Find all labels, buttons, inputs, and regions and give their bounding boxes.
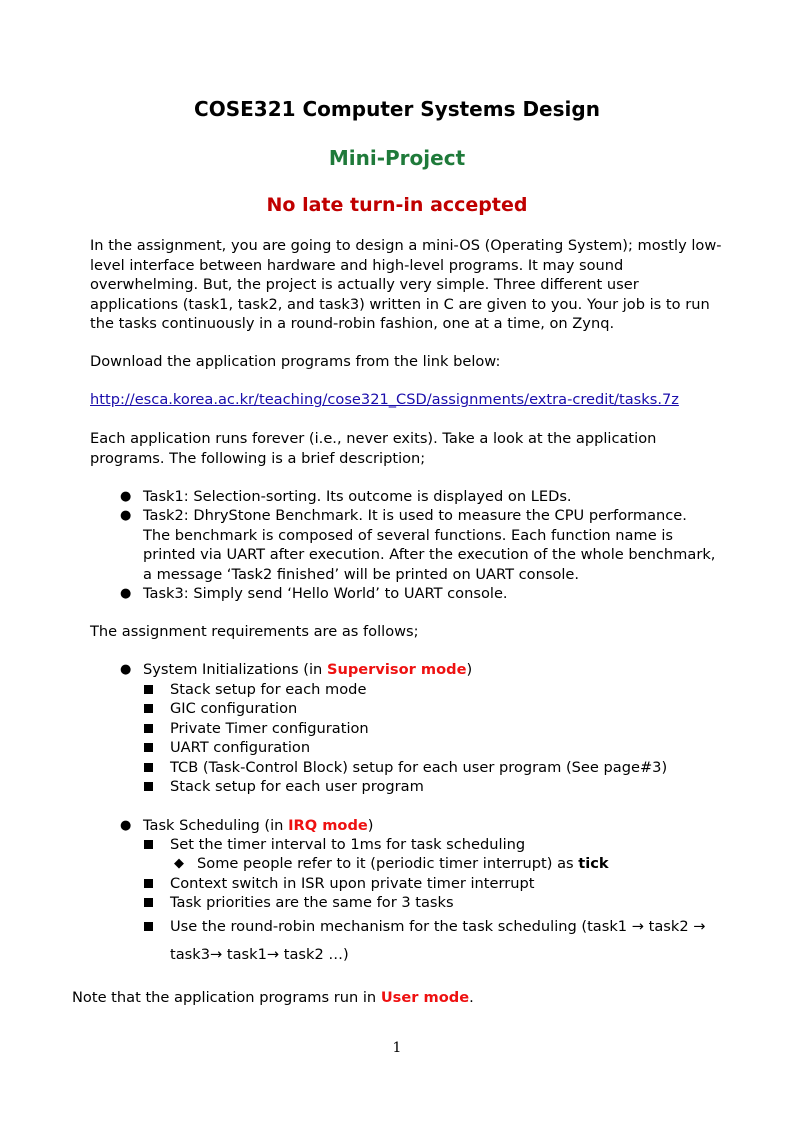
late-notice: No late turn-in accepted <box>266 194 528 216</box>
round-robin-line2: task3→ task1→ task2 …) <box>170 946 349 963</box>
sysinit-suffix: ) <box>466 661 473 678</box>
bullet-square-icon <box>144 898 153 907</box>
sched-item-text: Context switch in ISR upon private timer interrupt <box>170 875 535 892</box>
sched-item-text: Set the timer interval to 1ms for task scheduling <box>170 836 526 853</box>
bullet-dot-icon: ● <box>120 586 132 601</box>
sysinit-item-text: Private Timer configuration <box>170 720 369 737</box>
sched-suffix: ) <box>367 817 374 834</box>
intro-paragraph: In the assignment, you are going to design a mini-OS (Operating System); mostly low-level interface between hardware and high-level programs. It may sound overwhelming. But, the project is actually very simple. Three different user applications (task1, task2, and task3) written in C are given to you. Your job is to run the tasks continuously in a round-robin fashion, one at a time, on Zynq. <box>90 237 722 332</box>
bullet-square-icon <box>144 724 153 733</box>
bullet-square-icon <box>144 879 153 888</box>
sysinit-item-text: Stack setup for each mode <box>170 681 367 698</box>
bullet-diamond-icon: ◆ <box>174 856 184 871</box>
irq-mode-label: IRQ mode <box>288 817 368 834</box>
supervisor-mode-label: Supervisor mode <box>326 661 467 678</box>
bullet-square-icon <box>144 743 153 752</box>
task-text: Task2: DhryStone Benchmark. It is used to measure the CPU performance. The benchmark is composed of several functions. Each function name is printed via UART after execution. After the execution of the whole benchmark, a message ‘Task2 finished’ will be printed on UART console. <box>143 507 716 583</box>
sysinit-item-text: Stack setup for each user program <box>170 778 424 795</box>
tick-word: tick <box>578 855 609 872</box>
sched-prefix: Task Scheduling (in <box>143 817 289 834</box>
round-robin-line1: Use the round-robin mechanism for the task scheduling (task1 → task2 → <box>170 918 706 935</box>
bullet-dot-icon: ● <box>120 662 132 677</box>
sched-item-text: Task priorities are the same for 3 tasks <box>170 894 454 911</box>
sysinit-prefix: System Initializations (in <box>143 661 327 678</box>
bullet-dot-icon: ● <box>120 508 132 523</box>
document-subtitle: Mini-Project <box>328 146 466 170</box>
download-text: Download the application programs from the link below: <box>90 353 501 370</box>
sysinit-item-text: UART configuration <box>170 739 311 756</box>
sysinit-item-text: GIC configuration <box>170 700 298 717</box>
bullet-square-icon <box>144 922 153 931</box>
bullet-dot-icon: ● <box>120 818 132 833</box>
bullet-square-icon <box>144 685 153 694</box>
download-link[interactable]: http://esca.korea.ac.kr/teaching/cose321_CSD/assignments/extra-credit/tasks.7z <box>90 391 679 408</box>
bullet-square-icon <box>144 704 153 713</box>
sysinit-item-text: TCB (Task-Control Block) setup for each user program (See page#3) <box>170 759 668 776</box>
bullet-dot-icon: ● <box>120 489 132 504</box>
bullet-square-icon <box>144 840 153 849</box>
document-title: COSE321 Computer Systems Design <box>194 97 600 121</box>
task-text: Task1: Selection-sorting. Its outcome is displayed on LEDs. <box>143 488 572 505</box>
bullet-square-icon <box>144 782 153 791</box>
requirements-intro: The assignment requirements are as follows; <box>90 623 419 640</box>
each-app-paragraph: Each application runs forever (i.e., never exits). Take a look at the application programs. The following is a brief description; <box>90 430 657 467</box>
tick-prefix: Some people refer to it (periodic timer interrupt) as <box>197 855 579 872</box>
user-mode-label: User mode <box>380 989 470 1006</box>
note-suffix: . <box>469 989 474 1006</box>
task-text: Task3: Simply send ‘Hello World’ to UART console. <box>143 585 508 602</box>
note-prefix: Note that the application programs run in <box>72 989 381 1006</box>
page-number: 1 <box>392 1040 402 1056</box>
bullet-square-icon <box>144 763 153 772</box>
note-line <box>72 988 474 1008</box>
